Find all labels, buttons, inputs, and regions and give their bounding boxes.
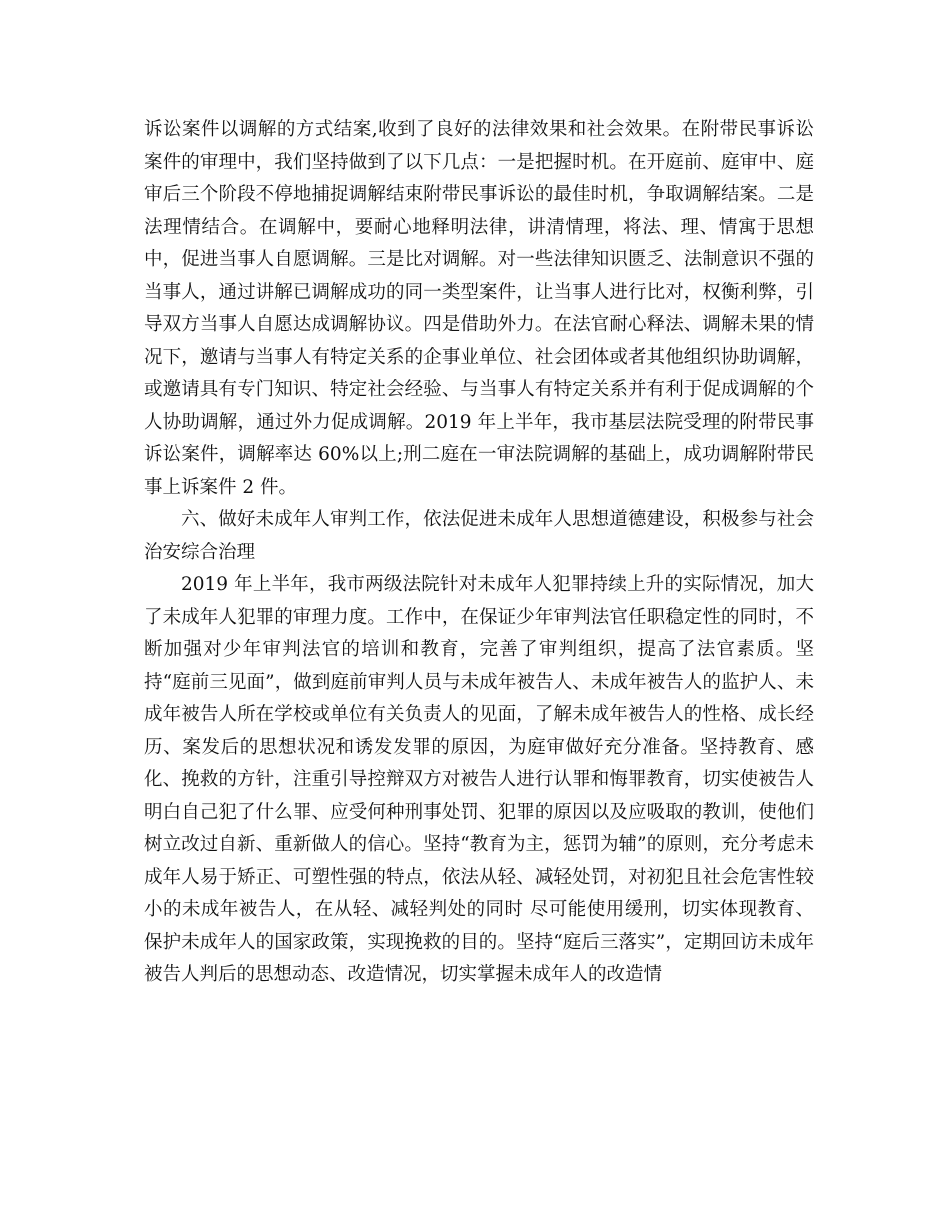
document-body [144,114,814,992]
section-heading-juvenile-trial: 六、做好未成年人审判工作，依法促进未成年人思想道德建设，积极参与社会治安综合治理 [144,509,814,563]
paragraph-juvenile-trial-work: 2019 年上半年，我市两级法院针对未成年人犯罪持续上升的实际情况，加大了未成年人犯罪的审理力度。工作中，在保证少年审判法官任职稳定性的同时，不断加强对少年审判法官的培训和教育，完善了审判组织，提高了法官素质。坚持“庭前三见面”，做到庭前审判人员与未成年被告人、未成年被告人的监护人、未成年被告人所在学校或单位有关负责人的见面，了解未成年被告人的性格、成长经历、案发后的思想状况和诱发发罪的原因，为庭审做好充分准备。坚持教育、感化、挽救的方针，注重引导控辩双方对被告人进行认罪和悔罪教育，切实使被告人明白自己犯了什么罪、应受何种刑事处罚、犯罪的原因以及应吸取的教训，使他们树立改过自新、重新做人的信心。坚持“教育为主，惩罚为辅”的原则，充分考虑未成年人易于矫正、可塑性强的特点，依法从轻、减轻处罚，对初犯且社会危害性较小的未成年被告人，在从轻、减轻判处的同时 尽可能使用缓刑，切实体现教育、保护未成年人的国家政策，实现挽救的目的。坚持“庭后三落实”，定期回访未成年被告人判后的思想动态、改造情况，切实掌握未成年人的改造情 [144,574,814,985]
paragraph-mediation-practice: 诉讼案件以调解的方式结案,收到了良好的法律效果和社会效果。在附带民事诉讼案件的审理中，我们坚持做到了以下几点：一是把握时机。在开庭前、庭审中、庭审后三个阶段不停地捕捉调解结束附带民事诉讼的最佳时机，争取调解结案。二是法理情结合。在调解中，要耐心地释明法律，讲清情理，将法、理、情寓于思想中，促进当事人自愿调解。三是比对调解。对一些法律知识匮乏、法制意识不强的当事人，通过讲解已调解成功的同一类型案件，让当事人进行比对，权衡利弊，引导双方当事人自愿达成调解协议。四是借助外力。在法官耐心释法、调解未果的情况下，邀请与当事人有特定关系的企事业单位、社会团体或者其他组织协助调解，或邀请具有专门知识、特定社会经验、与当事人有特定关系并有利于促成调解的个人协助调解，通过外力促成调解。2019 年上半年，我市基层法院受理的附带民事诉讼案件，调解率达 60%以上;刑二庭在一审法院调解的基础上，成功调解附带民事上诉案件 2 件。 [144,119,814,498]
